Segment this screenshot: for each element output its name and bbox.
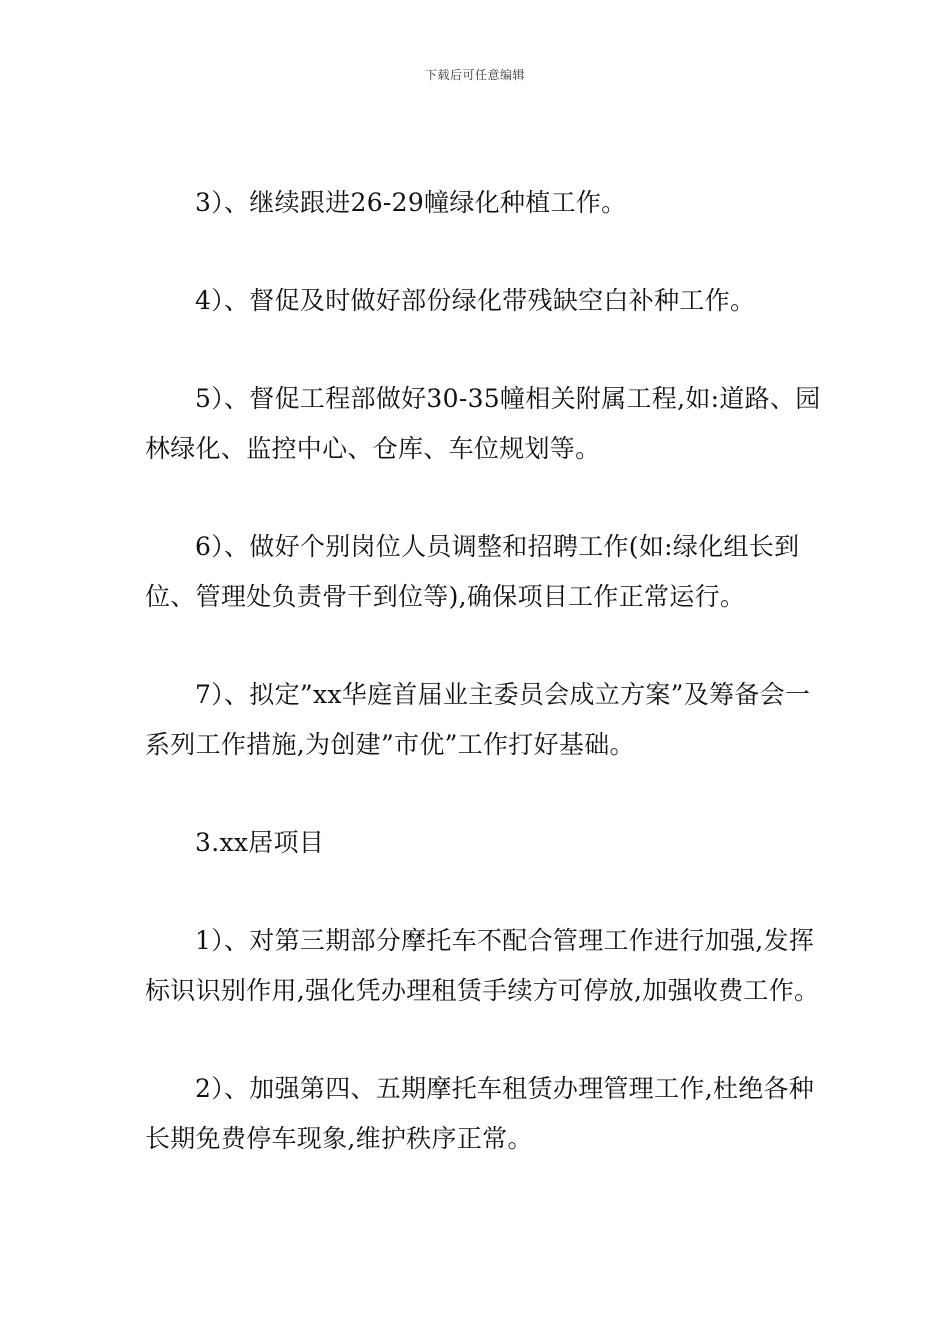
paragraph-item-5: 5）、督促工程部做好30-35幢相关附属工程,如:道路、园林绿化、监控中心、仓库、车位规划等。 bbox=[145, 384, 821, 463]
paragraph-item-6: 6）、做好个别岗位人员调整和招聘工作(如:绿化组长到位、管理处负责骨干到位等),确保项目工作正常运行。 bbox=[145, 532, 800, 611]
section-heading: 3.xx居项目 bbox=[195, 828, 325, 857]
paragraph-item-3: 3）、继续跟进26-29幢绿化种植工作。 bbox=[195, 188, 627, 217]
paragraph-item-1: 1）、对第三期部分摩托车不配合管理工作进行加强,发挥标识识别作用,强化凭办理租赁手续方可停放,加强收费工作。 bbox=[145, 926, 820, 1005]
paragraph-item-4: 4）、督促及时做好部份绿化带残缺空白补种工作。 bbox=[195, 286, 756, 315]
paragraph-item-7: 7）、拟定”xx华庭首届业主委员会成立方案”及筹备会一系列工作措施,为创建”市优”工作打好基础。 bbox=[145, 680, 811, 759]
paragraph-item-2: 2）、加强第四、五期摩托车租赁办理管理工作,杜绝各种长期免费停车现象,维护秩序正常。 bbox=[145, 1074, 815, 1153]
page-header: 下载后可任意编辑 bbox=[424, 68, 525, 82]
document-body bbox=[145, 178, 835, 1212]
